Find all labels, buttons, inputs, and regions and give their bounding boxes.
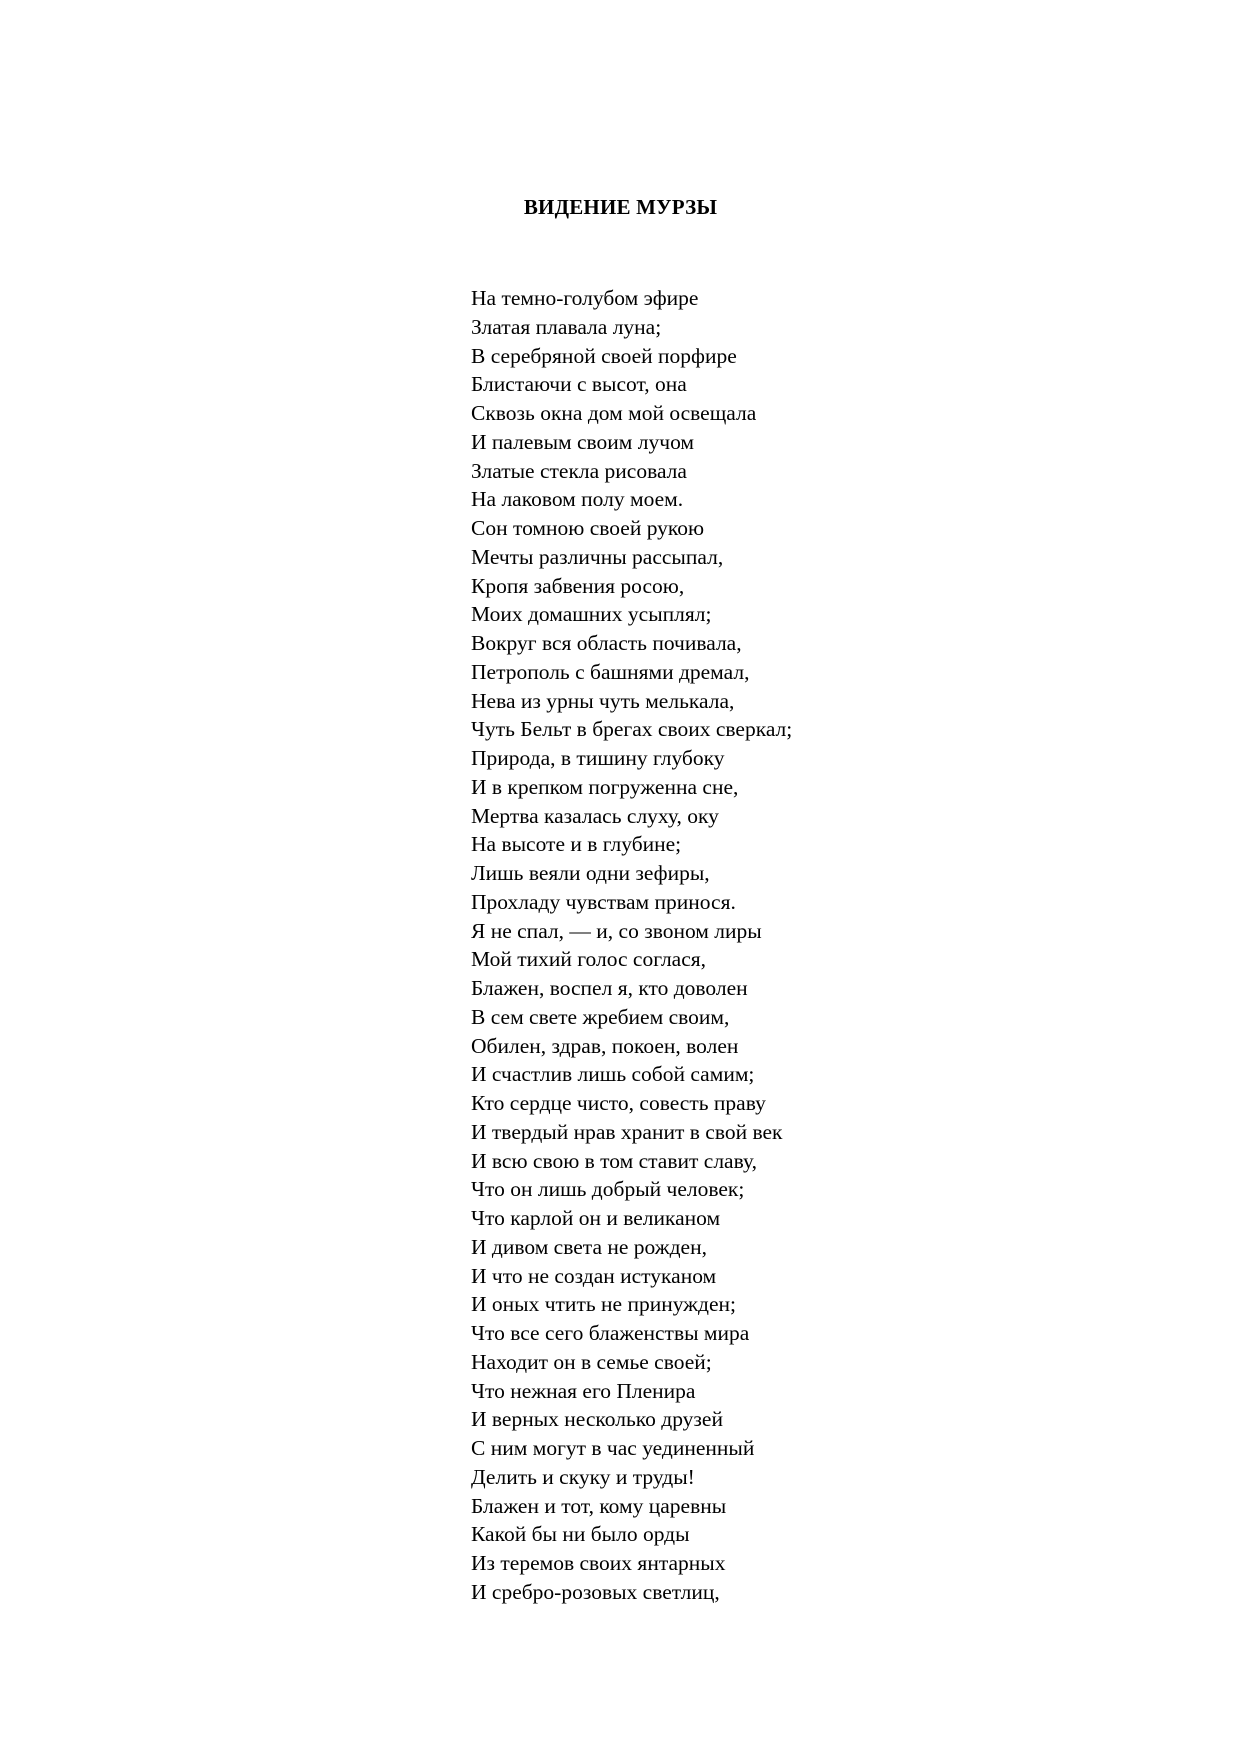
poem-line: Я не спал, — и, со звоном лиры bbox=[471, 918, 762, 943]
poem-line: Что он лишь добрый человек; bbox=[471, 1177, 745, 1202]
poem-line: Петрополь с башнями дремал, bbox=[471, 659, 750, 684]
poem-line: И всю свою в том ставит славу, bbox=[471, 1148, 757, 1173]
poem-line: На высоте и в глубине; bbox=[471, 832, 682, 857]
poem-line: Что нежная его Пленира bbox=[471, 1378, 696, 1403]
poem-line: Делить и скуку и труды! bbox=[471, 1464, 695, 1489]
poem-line: Из теремов своих янтарных bbox=[471, 1551, 726, 1575]
poem-line: И дивом света не рожден, bbox=[471, 1234, 707, 1259]
poem-line: И что не создан истуканом bbox=[471, 1263, 717, 1288]
poem-line: В серебряной своей порфире bbox=[471, 343, 737, 368]
poem-line: И палевым своим лучом bbox=[471, 429, 695, 454]
poem-line: Сквозь окна дом мой освещала bbox=[471, 401, 757, 425]
poem-line: Лишь веяли одни зефиры, bbox=[471, 861, 710, 885]
poem-line: С ним могут в час уединенный bbox=[471, 1436, 755, 1460]
poem-line: И счастлив лишь собой самим; bbox=[471, 1062, 755, 1087]
poem-title: ВИДЕНИЕ МУРЗЫ bbox=[523, 195, 718, 219]
poem-line: Блажен, воспел я, кто доволен bbox=[471, 976, 748, 1000]
poem-line: В сем свете жребием своим, bbox=[471, 1004, 730, 1029]
poem-line: Природа, в тишину глубоку bbox=[471, 746, 725, 770]
poem-line: Кропя забвения росою, bbox=[471, 573, 685, 598]
poem-body bbox=[471, 284, 792, 1607]
poem-line: Кто сердце чисто, совесть праву bbox=[471, 1091, 766, 1115]
poem-line: Что все сего блаженствы мира bbox=[471, 1321, 750, 1345]
poem-line: Чуть Бельт в брегах своих сверкал; bbox=[471, 717, 793, 742]
poem-line: Обилен, здрав, покоен, волен bbox=[471, 1033, 739, 1058]
poem-line: Прохладу чувствам принося. bbox=[471, 889, 736, 914]
poem-line: Златые стекла рисовала bbox=[471, 458, 687, 483]
poem-line: Златая плавала луна; bbox=[471, 314, 662, 339]
poem-line: И в крепком погруженна сне, bbox=[471, 774, 739, 799]
poem-line: Что карлой он и великаном bbox=[471, 1206, 721, 1230]
poem-line: Вокруг вся область почивала, bbox=[471, 631, 742, 655]
poem-line: На темно-голубом эфире bbox=[471, 286, 699, 310]
poem-line: Мертва казалась слуху, оку bbox=[471, 803, 719, 828]
poem-line: Моих домашних усыплял; bbox=[471, 602, 712, 627]
poem-line: Какой бы ни было орды bbox=[471, 1522, 690, 1547]
poem-line: Находит он в семье своей; bbox=[471, 1349, 712, 1374]
poem-line: Нева из урны чуть мелькала, bbox=[471, 688, 735, 713]
poem-line: И твердый нрав хранит в свой век bbox=[471, 1119, 783, 1144]
poem-line: Блажен и тот, кому царевны bbox=[471, 1493, 727, 1518]
poem-line: И оных чтить не принужден; bbox=[471, 1292, 736, 1317]
poem-line: И сребро-розовых светлиц, bbox=[471, 1579, 720, 1604]
poem-line: Сон томною своей рукою bbox=[471, 516, 705, 540]
poem-line: Блистаючи с высот, она bbox=[471, 372, 687, 397]
poem-line: Мечты различны рассыпал, bbox=[471, 544, 724, 569]
poem-line: И верных несколько друзей bbox=[471, 1407, 723, 1432]
poem-line: На лаковом полу моем. bbox=[471, 487, 684, 512]
poem-line: Мой тихий голос соглася, bbox=[471, 947, 707, 972]
